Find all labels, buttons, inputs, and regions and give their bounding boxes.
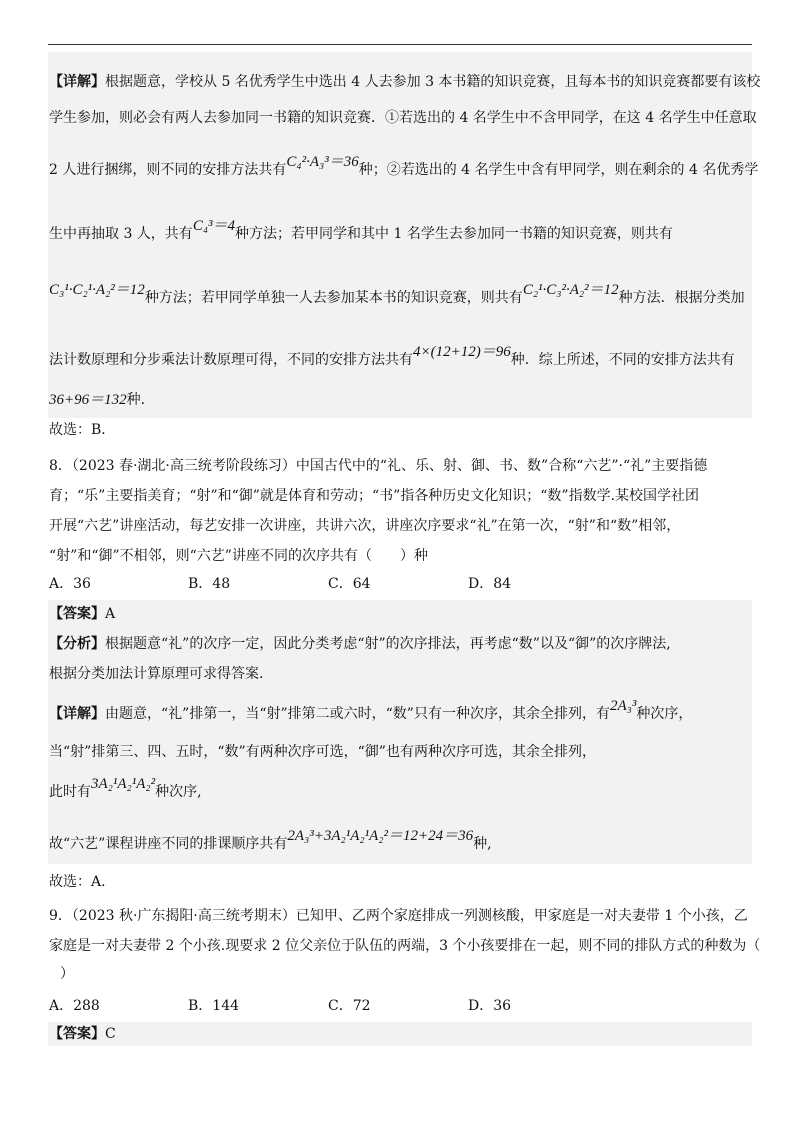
q8-detail-line-2: 当“射”排第三、四、五时，“数”有两种次序可选，“御”也有两种次序可选，其余全排列， bbox=[49, 744, 596, 760]
q7-detail-line-6: 法计数原理和分步乘法计数原理可得，不同的安排方法共有4×(12+12)＝96种．综上所述，不同的安排方法共有 bbox=[49, 344, 735, 368]
q8-option-c: C．64 bbox=[328, 576, 371, 592]
q7-choose: 故选：B． bbox=[49, 422, 116, 438]
q9-stem-line-3: ） bbox=[60, 966, 74, 982]
q8-choose: 故选：A. bbox=[49, 874, 106, 890]
q9-option-b: B．144 bbox=[188, 998, 240, 1014]
q9-option-a: A．288 bbox=[49, 998, 100, 1014]
formula: C₂¹·C₃²·A₂²＝12 bbox=[522, 282, 619, 298]
q8-option-a: A．36 bbox=[49, 576, 91, 592]
q7-detail-line-2: 学生参加，则必会有两人去参加同一书籍的知识竞赛．①若选出的 4 名学生中不含甲同学，在这 4 名学生中任意取 bbox=[49, 110, 757, 126]
q8-option-d: D．84 bbox=[468, 576, 512, 592]
formula: C₃¹·C₂¹·A₂²＝12 bbox=[49, 282, 145, 298]
q9-solution-block bbox=[48, 1022, 752, 1046]
q9-option-c: C．72 bbox=[328, 998, 371, 1014]
formula: 2A₃³+3A₂¹A₂¹A₂²＝12+24＝36 bbox=[287, 828, 474, 844]
q7-detail-line-7: 36+96＝132种． bbox=[49, 392, 155, 408]
q8-stem-line-1: 8．（2023 春·湖北·高三统考阶段练习）中国古代中的“礼、乐、射、御、书、数”合称“六艺”·“礼”主要指德 bbox=[49, 458, 708, 474]
formula: 4×(12+12)＝96 bbox=[413, 344, 511, 360]
formula: 3A₂¹A₂¹A₂² bbox=[91, 776, 156, 792]
q9-stem-line-1: 9．（2023 秋·广东揭阳·高三统考期末）已知甲、乙两个家庭排成一列测核酸，甲家庭是一对夫妻带 1 个小孩，乙 bbox=[49, 908, 748, 924]
q8-stem-line-2: 育；“乐”主要指美育；“射”和“御”就是体育和劳动；“书”指各种历史文化知识；“数”指数学.某校国学社团 bbox=[49, 488, 700, 504]
formula: C₄²·A₃³＝36 bbox=[286, 154, 359, 170]
q8-answer: 【答案】A bbox=[49, 606, 116, 622]
q8-stem-line-4: “射”和“御”不相邻，则“六艺”讲座不同的次序共有（ ）种 bbox=[49, 548, 428, 564]
q8-stem-line-3: 开展“六艺”讲座活动，每艺安排一次讲座，共讲六次，讲座次序要求“礼”在第一次，“射”和“数”相邻， bbox=[49, 518, 681, 534]
formula: 36+96＝132 bbox=[49, 392, 127, 408]
header-rule bbox=[48, 44, 752, 45]
detail-label: 【详解】 bbox=[49, 74, 105, 90]
q8-analysis-line-2: 根据分类加法计算原理可求得答案. bbox=[49, 666, 264, 682]
q9-answer: 【答案】C bbox=[49, 1026, 116, 1042]
q7-detail-line-5: C₃¹·C₂¹·A₂²＝12种方法；若甲同学单独一人去参加某本书的知识竞赛，则共有C₂¹·C₃²·A₂²＝12种方法．根据分类加 bbox=[49, 282, 745, 306]
q8-detail-line-3: 此时有3A₂¹A₂¹A₂²种次序, bbox=[49, 776, 202, 800]
q9-stem-line-2: 家庭是一对夫妻带 2 个小孩.现要求 2 位父亲位于队伍的两端，3 个小孩要排在一起，则不同的排队方式的种数为（ bbox=[49, 938, 761, 954]
q8-analysis-line-1: 【分析】根据题意“礼”的次序一定，因此分类考虑“射”的次序排法，再考虑“数”以及“御”的次序牌法, bbox=[49, 636, 671, 652]
formula: 2A₃³ bbox=[609, 698, 637, 714]
q8-detail-line-4: 故“六艺”课程讲座不同的排课顺序共有2A₃³+3A₂¹A₂¹A₂²＝12+24＝36种, bbox=[49, 828, 492, 852]
q8-option-b: B．48 bbox=[188, 576, 231, 592]
q7-detail-line-1: 【详解】根据题意，学校从 5 名优秀学生中选出 4 人去参加 3 本书籍的知识竞赛，且每本书的知识竞赛都要有该校 bbox=[49, 74, 761, 90]
q8-detail-line-1: 【详解】由题意，“礼”排第一，当“射”排第二或六时，“数”只有一种次序，其余全排列，有2A₃³种次序， bbox=[49, 698, 693, 722]
q7-detail-line-4: 生中再抽取 3 人，共有C₄³＝4种方法；若甲同学和其中 1 名学生去参加同一书籍的知识竞赛，则共有 bbox=[49, 218, 673, 242]
formula: C₄³＝4 bbox=[192, 218, 236, 234]
q7-detail-line-3: 2 人进行捆绑，则不同的安排方法共有C₄²·A₃³＝36种；②若选出的 4 名学生中含有甲同学，则在剩余的 4 名优秀学 bbox=[49, 154, 759, 178]
q9-option-d: D．36 bbox=[468, 998, 512, 1014]
